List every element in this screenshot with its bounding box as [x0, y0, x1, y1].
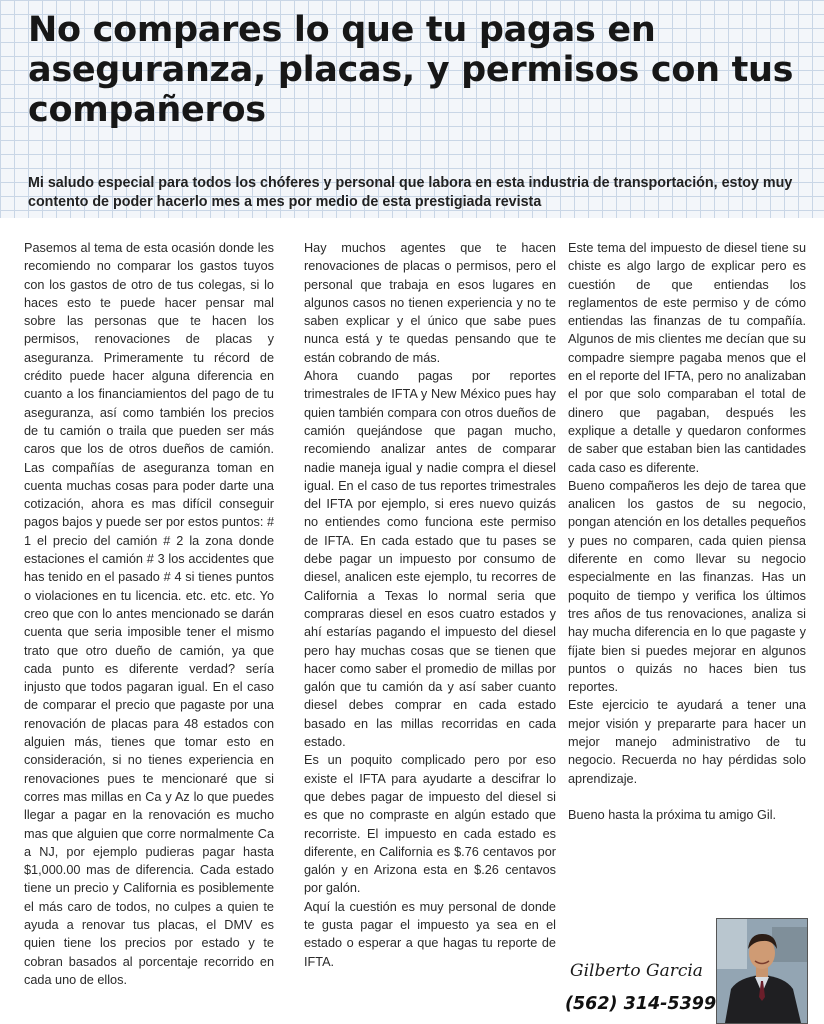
author-photo	[716, 918, 808, 1024]
body-paragraph: Pasemos al tema de esta ocasión donde les recomiendo no comparar los gastos tuyos con los gastos de otro de tus colegas, si lo haces esto te puede hacer pensar mal sobre las personas que te hacen los permisos, renovaciones de placas y aseguranza. Primeramente tu récord de crédito puede hacer alguna diferencia en cuanto a los financiamientos del pago de tu aseguranza, así como también los precios de tu camión o traila que pueden ser más caros que los de otros dueños de camión. Las compañías de aseguranza toman en cuenta muchas cosas para poder darte una cotización, ahora es mas difícil conseguir pagos bajos y puede ser por estos puntos: # 1 el precio del camión # 2 la zona donde estaciones el camión # 3 los accidentes que has tenido en el pasado # 4 si tienes puntos o violaciones en tu licencia. etc. etc. etc. Yo creo que con lo antes mencionado se darán cuenta que seria imposible tener el mismo trato que otro dueño de camión, ya que cada punto es diferente verdad? sería injusto que todos pagaran igual. En el caso de comparar el precio que pagaste por una renovación de placas para 48 estados con alguien más, tienes que tomar esto en consideración, si no tienes experiencia en renovaciones pues te mencionaré que si corres mas millas en Ca y Az lo que puedes llegar a pagar en la renovación es mucho mas que alguien que corre normalmente Ca a NJ, por ejemplo pudieras pagar hasta $1,000.00 mas de diferencia. Cada estado tiene un precio y California es posiblemente el más caro de todos, no culpes a quien te ayuda a renovar tus placas, el DMV es quien tiene los precios por estado y te cobran basados al porcentaje recorrido en cada uno de ellos.	[24, 241, 274, 987]
author-photo-illustration	[717, 919, 807, 1023]
graph-paper-header	[0, 0, 824, 218]
article-subtitle: Mi saludo especial para todos los chóferes y personal que labora en esta industria de transportación, estoy muy contento de poder hacerlo mes a mes por medio de esta prestigiada revista	[28, 175, 793, 210]
article-column-1	[24, 239, 274, 989]
body-paragraph: Es un poquito complicado pero por eso existe el IFTA para ayudarte a descifrar lo que debes pagar de impuesto del diesel si es que no compraste en algún estado que recorriste. El impuesto en cada estado es diferente, en California es $.76 centavos por galón y en Arizona esta en $.26 centavos por galón.	[304, 753, 556, 896]
article-column-2	[304, 239, 556, 971]
body-paragraph: Este ejercicio te ayudará a tener una mejor visión y prepararte para hacer un mejor manejo administrativo de tu negocio. Recuerda no hay pérdidas solo aprendizaje.	[568, 698, 806, 786]
body-paragraph: Hay muchos agentes que te hacen renovaciones de placas o permisos, pero el personal que trabaja en esos lugares en algunos casos no tienen experiencia y no te saben explicar y el único que sabe pues nunca está y te quedas pensando que te están cobrando de más.	[304, 241, 556, 365]
body-paragraph: Ahora cuando pagas por reportes trimestrales de IFTA y New México pues hay quien también compara con otros dueños de camión quejándose que pagan mucho, recomiendo analizar antes de comparar nadie maneja igual y nadie compra el diesel igual. En el caso de tus reportes trimestrales del IFTA por ejemplo, si eres nuevo quizás no entiendes como funciona este permiso de IFTA. En cada estado que tu pases se debe pagar un impuesto por consumo de diesel, analicen este ejemplo, tu recorres de California a Texas lo normal seria que compraras diesel en esos cuatro estados y ahí estarías pagando el impuesto del diesel pero hay muchas cosas que se tienen que hacer como saber el promedio de millas por galón que tu camión da y así saber cuanto diesel debes comprar en cada estado basado en las millas recorridas en cada estado.	[304, 369, 556, 750]
signoff-line: Bueno hasta la próxima tu amigo Gil.	[568, 807, 777, 822]
article-title: No compares lo que tu pagas en aseguranza, placas, y permisos con tus compañeros	[28, 10, 794, 130]
body-paragraph: Este tema del impuesto de diesel tiene su chiste es algo largo de explicar pero es cuestión de que entiendas los reglamentos de este permiso y de cómo entiendas las finanzas de tu compañía. Algunos de mis clientes me decían que su compadre siempre pagaba menos que el en el reporte del IFTA, pero no analizaban el por que solo comparaban el total de dinero que pagaban, después les explique a detalle y quedaron conformes de saber que estaban bien las cantidades cada caso es diferente.	[568, 241, 806, 475]
author-signature: Gilberto Garcia	[570, 961, 703, 981]
author-phone: (562) 314-5399	[565, 994, 717, 1014]
body-paragraph: Bueno compañeros les dejo de tarea que analicen los gastos de su negocio, pongan atención en los detalles pequeños y pues no comparen, cada quien piensa diferente en como llevar su negocio especialmente en las finanzas. Has un poquito de tiempo y verifica los últimos tres años de tus renovaciones, analiza si hay mucha diferencia en lo que pagaste y fíjate bien si puedes mejorar en algunos puntos o quizás no haces bien tus reportes.	[568, 478, 806, 695]
article-column-3	[568, 239, 806, 824]
body-paragraph: Aquí la cuestión es muy personal de donde te gusta pagar el impuesto ya sea en el estado o esperar a que hagas tu reporte de IFTA.	[304, 899, 556, 969]
